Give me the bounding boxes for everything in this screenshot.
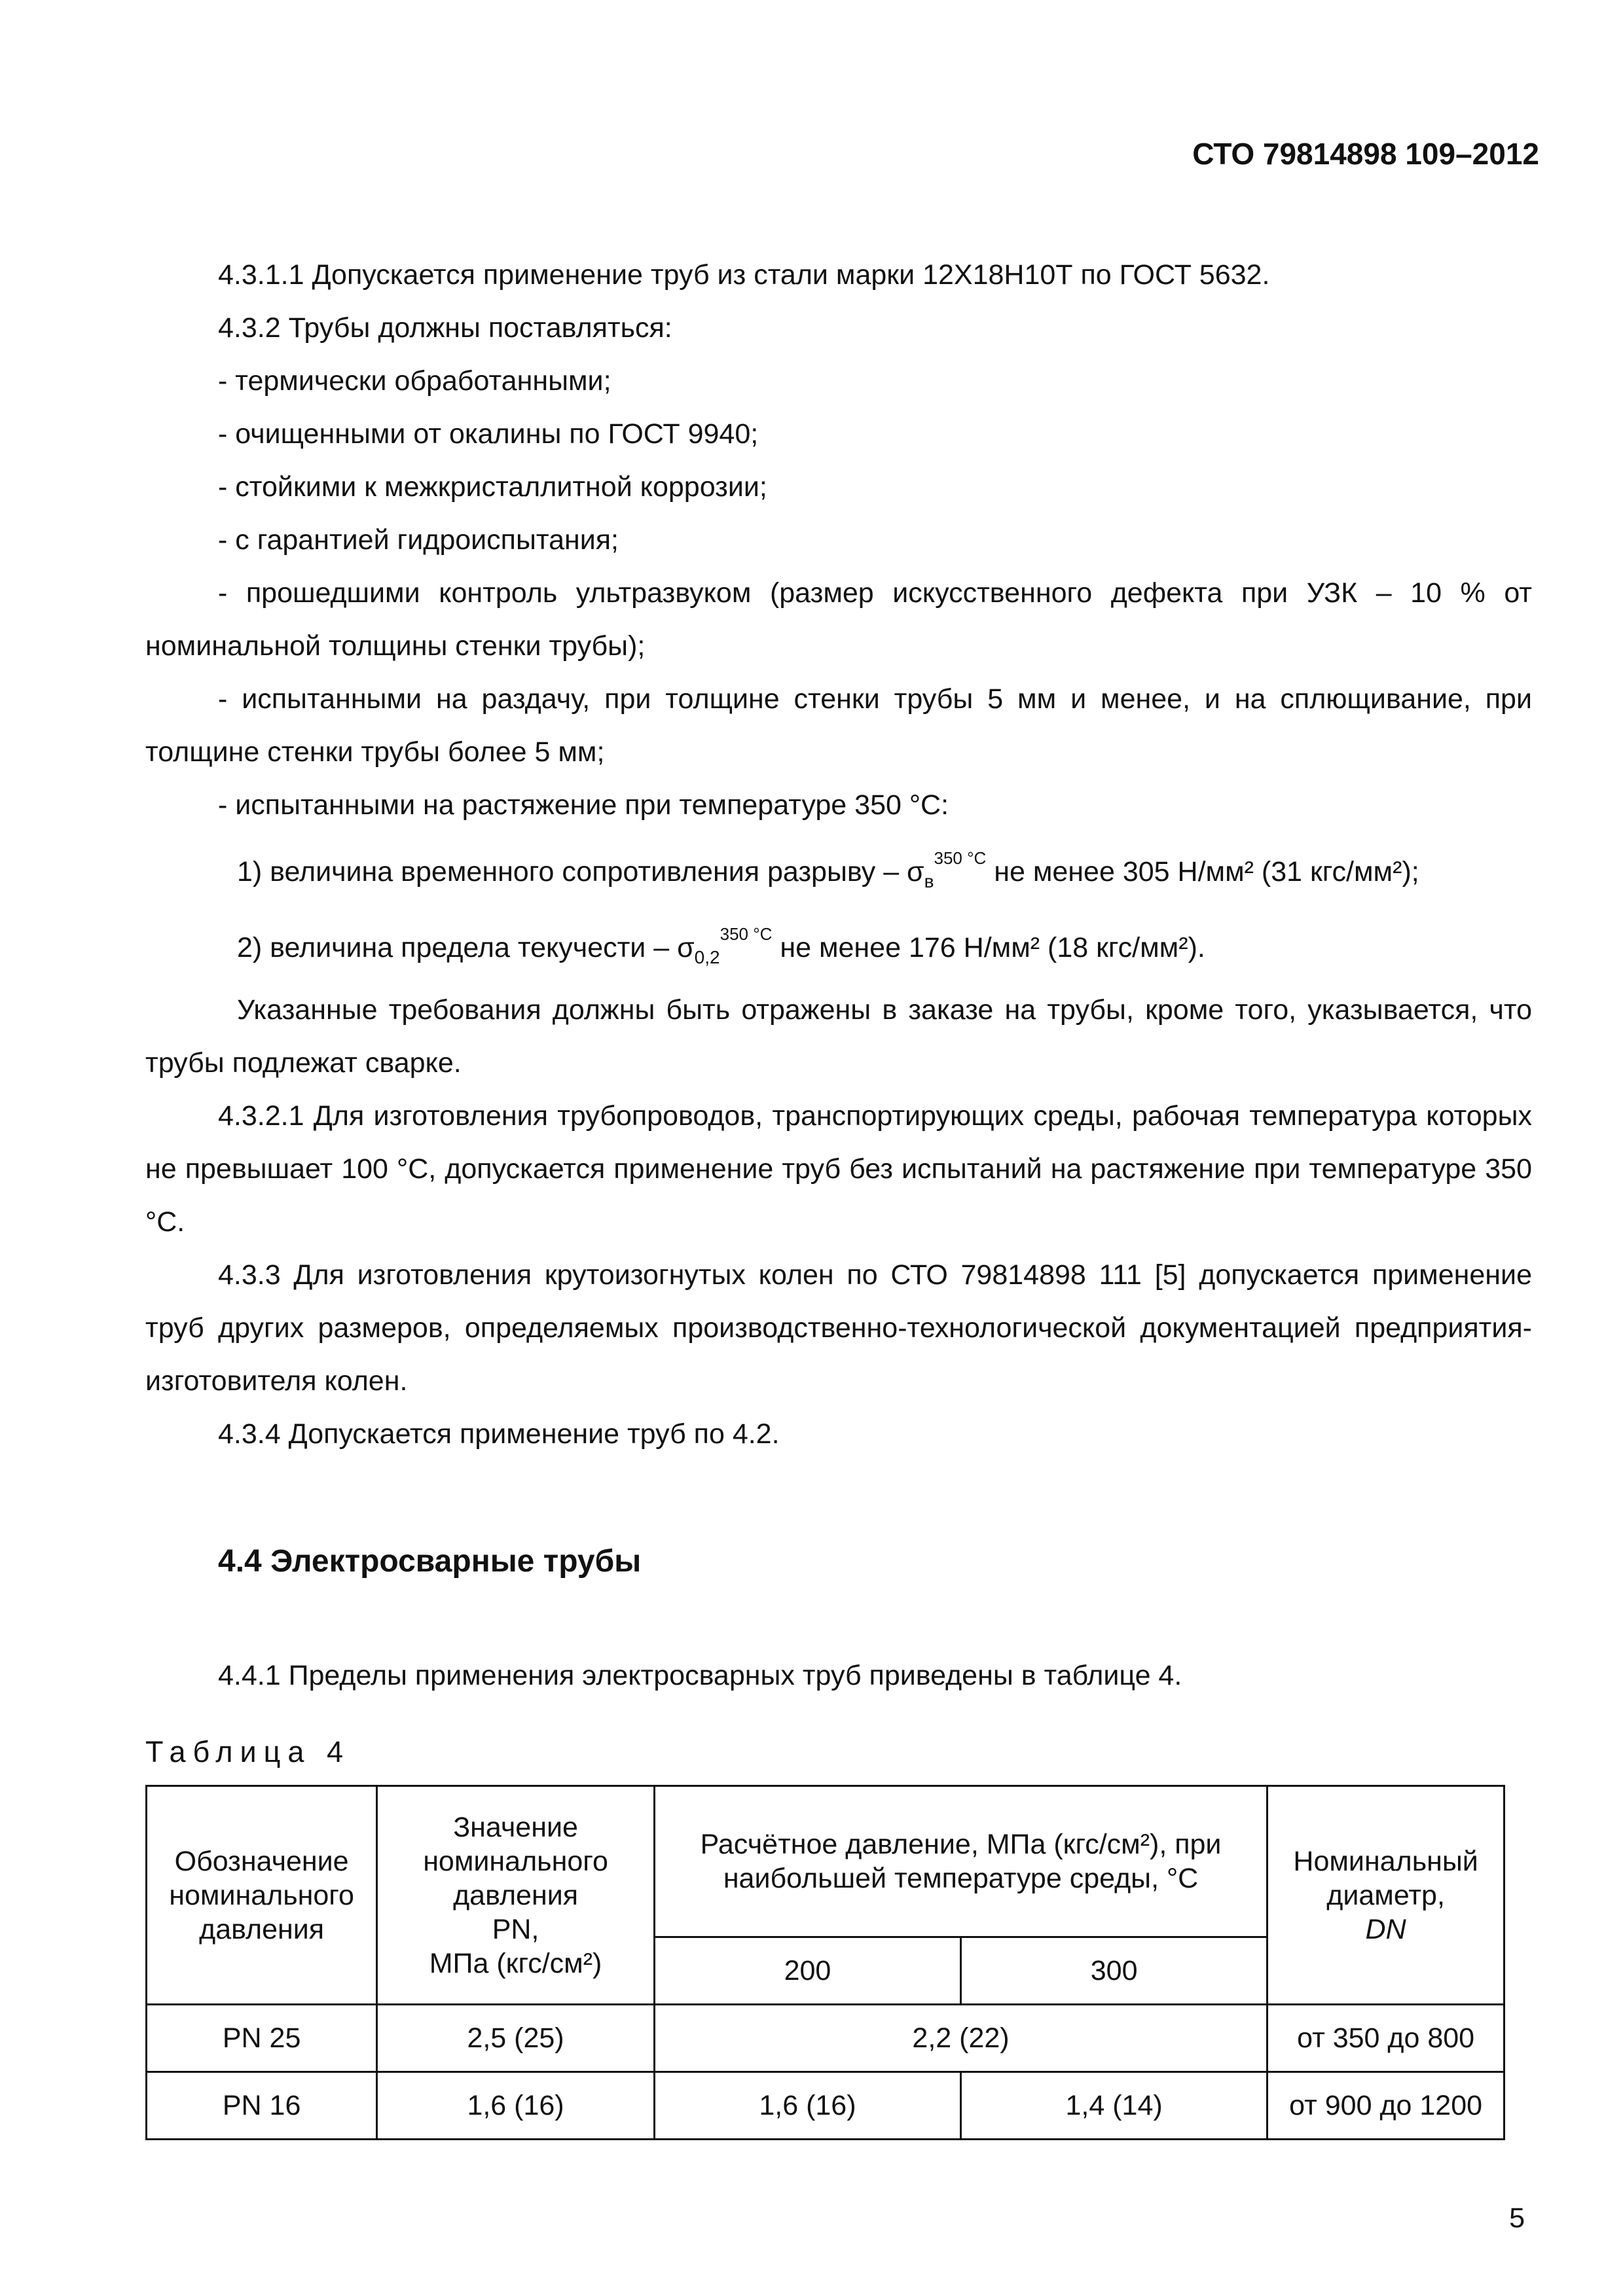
header-design-pressure: Расчётное давление, МПа (кгс/см²), при наибольшей температуре среды, °С: [654, 1786, 1267, 1937]
requirement-item-1: 1) величина временного сопротивления разрыву – $\sigma_в^{350 ^\circ С}$ не менее 305 Н/мм² (31 кгс/мм²);: [237, 848, 1419, 891]
page-number: 5: [1509, 2202, 1525, 2234]
header-nominal-diameter: Номинальный диаметр, DN: [1267, 1786, 1504, 2005]
list-item: - прошедшими контроль ультразвуком (размер искусственного дефекта при УЗК – 10 % от номинальной толщины стенки трубы);: [145, 577, 1532, 662]
table-row: PN 25 2,5 (25) 2,2 (22) от 350 до 800: [147, 2005, 1504, 2072]
clause-4-3-3: 4.3.3 Для изготовления крутоизогнутых колен по СТО 79814898 111 [5] допускается применение труб других размеров, определяемых производственно-технологической документацией предприятия-изготовителя колен.: [145, 1259, 1532, 1397]
clause-4-4-1: 4.4.1 Пределы применения электросварных труб приведены в таблице 4.: [218, 1660, 1182, 1691]
table-header-row: [147, 1786, 1504, 1937]
table-row: PN 16 1,6 (16) 1,6 (16) 1,4 (14) от 900 до 1200: [147, 2072, 1504, 2140]
requirement-item-2: 2) величина предела текучести – $\sigma_{0,2}^{350 ^\circ С}$ не менее 176 Н/мм² (18 кгс/мм²).: [237, 924, 1205, 967]
document-header: СТО 79814898 109–2012: [1192, 137, 1539, 171]
list-item: - очищенными от окалины по ГОСТ 9940;: [218, 418, 759, 450]
pipe-table: [145, 1785, 1505, 2140]
order-note: Указанные требования должны быть отражены в заказе на трубы, кроме того, указывается, что трубы подлежат сварке.: [145, 994, 1532, 1079]
clause-4-3-2: 4.3.2 Трубы должны поставляться:: [218, 312, 672, 344]
header-temp-300: 300: [961, 1937, 1267, 2005]
list-item: - стойкими к межкристаллитной коррозии;: [218, 471, 767, 503]
clause-4-3-2-1: 4.3.2.1 Для изготовления трубопроводов, транспортирующих среды, рабочая температура которых не превышает 100 °С, допускается применение труб без испытаний на растяжение при температуре 350 °С.: [145, 1100, 1532, 1238]
clause-4-3-1-1: 4.3.1.1 Допускается применение труб из стали марки 12Х18Н10Т по ГОСТ 5632.: [218, 259, 1270, 291]
header-pn-value: Значение номинального давления PN, МПа (кгс/см²): [377, 1786, 655, 2005]
list-item: - термически обработанными;: [218, 365, 611, 397]
clause-4-3-4: 4.3.4 Допускается применение труб по 4.2.: [218, 1418, 780, 1450]
list-item: - с гарантией гидроиспытания;: [218, 524, 619, 556]
section-heading: 4.4 Электросварные трубы: [218, 1544, 642, 1579]
header-temp-200: 200: [654, 1937, 960, 2005]
list-item: - испытанными на раздачу, при толщине стенки трубы 5 мм и менее, и на сплющивание, при толщине стенки трубы более 5 мм;: [145, 683, 1532, 768]
document-body: [145, 249, 1532, 2140]
table-caption: Таблица 4: [145, 1735, 350, 1768]
header-designation: Обозначение номинального давления: [147, 1786, 377, 2005]
list-item: - испытанными на растяжение при температуре 350 °С:: [218, 789, 949, 821]
